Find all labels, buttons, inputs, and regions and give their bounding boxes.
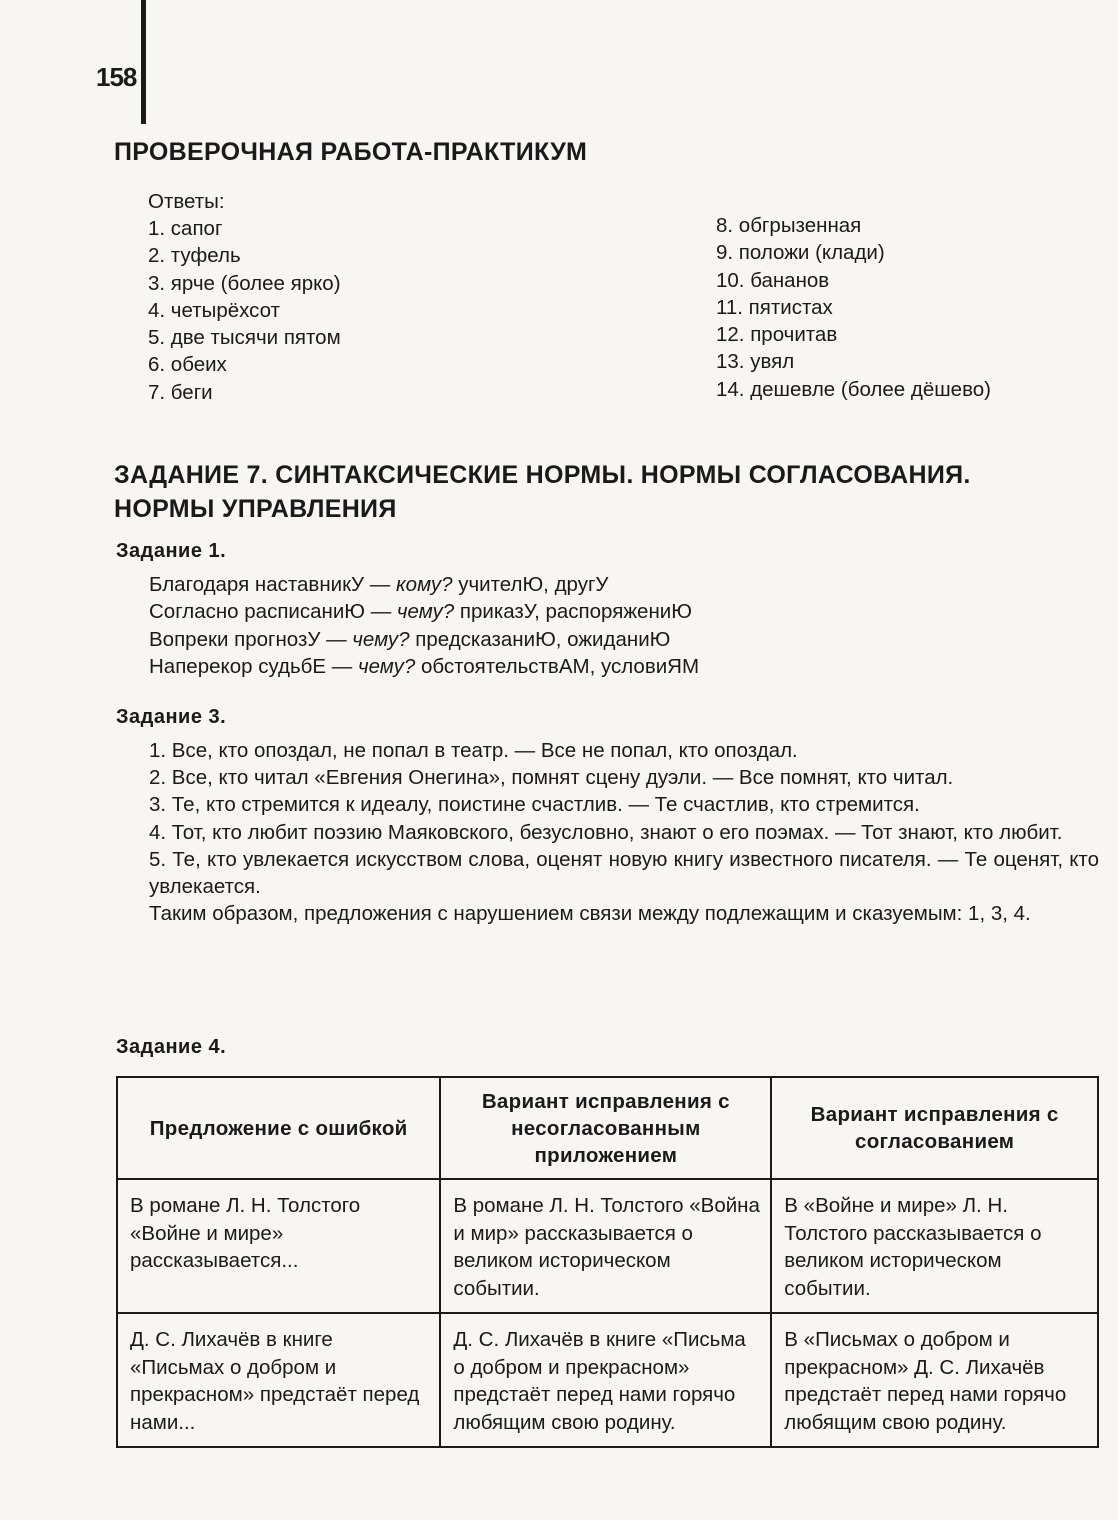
answers-label: Ответы: [148,190,225,213]
page-margin-bar [141,0,146,124]
task1-line: Благодаря наставникУ — кому? учителЮ, другУ [149,573,609,596]
answer-item: 4. четырёхсот [148,298,280,322]
table-cell: В «Письмах о добром и прекрасном» Д. С. Лихачёв предстаёт перед нами горячо любящим свою родину. [771,1313,1098,1447]
task7-heading-line1: ЗАДАНИЕ 7. СИНТАКСИЧЕСКИЕ НОРМЫ. НОРМЫ СОГЛАСОВАНИЯ. [114,461,971,489]
task4-title: Задание 4. [116,1036,227,1058]
answer-item: 11. пятистах [716,295,833,319]
task1-title: Задание 1. [116,540,227,562]
table-row [117,1179,1098,1313]
task3-item: 4. Тот, кто любит поэзию Маяковского, безусловно, знают о его поэмах. — Тот знают, кто любит. [149,820,1063,844]
answer-item: 7. беги [148,380,213,404]
task3-text [149,737,1099,927]
answer-item: 10. бананов [716,268,830,292]
table-cell: В «Войне и мире» Л. Н. Толстого рассказывается о великом историческом событии. [771,1179,1098,1313]
table-cell: В романе Л. Н. Толстого «Войне и мире» рассказывается... [117,1179,440,1313]
task1-line: Согласно расписаниЮ — чему? приказУ, распоряжениЮ [149,600,692,624]
answer-item: 3. ярче (более ярко) [148,271,341,295]
answer-item: 2. туфель [148,244,241,268]
answers-list-right [716,212,991,403]
task3-item: 5. Те, кто увлекается искусством слова, оценят новую книгу известного писателя. — Те оценят, кто увлекается. [149,847,1099,899]
answer-item: 13. увял [716,350,795,374]
table-header-row [117,1077,1098,1179]
page-number: 158 [96,62,137,92]
answer-item: 1. сапог [148,217,223,240]
header-cell: Предложение с ошибкой [117,1077,440,1179]
section-heading: ПРОВЕРОЧНАЯ РАБОТА-ПРАКТИКУМ [114,138,588,166]
task7-heading [114,458,1104,526]
task3-title: Задание 3. [116,706,227,728]
task3-conclusion: Таким образом, предложения с нарушением связи между подлежащим и сказуемым: 1, 3, 4. [149,902,1031,926]
task3-item: 2. Все, кто читал «Евгения Онегина», помнят сцену дуэли. — Все помнят, кто читал. [149,766,954,790]
task1-line: Наперекор судьбЕ — чему? обстоятельствАМ, условиЯМ [149,654,700,678]
task3-item: 3. Те, кто стремится к идеалу, поистине счастлив. — Те счастлив, кто стремится. [149,793,920,817]
header-cell: Вариант исправления с согласованием [771,1077,1098,1179]
table-cell: Д. С. Лихачёв в книге «Письмах о добром и прекрасном» предстаёт перед нами... [117,1313,440,1447]
task4-table [116,1076,1099,1448]
table-cell: В романе Л. Н. Толстого «Война и мир» рассказывается о великом историческом событии. [440,1179,771,1313]
table-row [117,1313,1098,1447]
header-cell: Вариант исправления с несогласованным приложением [440,1077,771,1179]
answer-item: 6. обеих [148,353,227,377]
answer-item: 9. положи (клади) [716,241,885,265]
task3-item: 1. Все, кто опоздал, не попал в театр. — Все не попал, кто опоздал. [149,739,798,762]
answer-item: 14. дешевле (более дёшево) [716,377,991,401]
task7-heading-line2: НОРМЫ УПРАВЛЕНИЯ [114,495,397,523]
task1-lines [149,571,699,680]
answer-item: 8. обгрызенная [716,214,862,237]
task1-line: Вопреки прогнозУ — чему? предсказаниЮ, ожиданиЮ [149,627,671,651]
table-cell: Д. С. Лихачёв в книге «Письма о добром и прекрасном» предстаёт перед нами горячо любящим свою родину. [440,1313,771,1447]
answer-item: 12. прочитав [716,323,838,347]
answer-item: 5. две тысячи пятом [148,326,341,350]
answers-list-left [148,215,341,406]
